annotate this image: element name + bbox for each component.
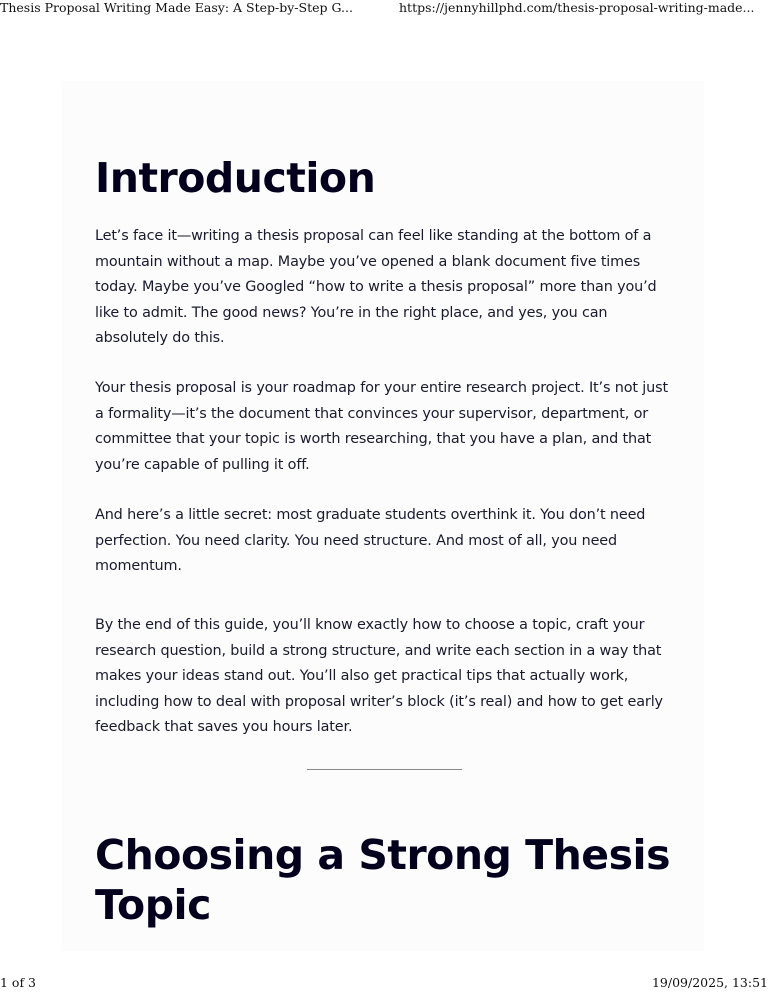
print-page-url: https://jennyhillphd.com/thesis-proposal-writing-made... (399, 0, 755, 15)
page-indicator: 1 of 3 (0, 975, 37, 990)
section-heading-introduction: Introduction (95, 154, 376, 202)
intro-paragraph-1: Let’s face it—writing a thesis proposal can feel like standing at the bottom of a mountain without a map. Maybe you’ve opened a blank document five times today. Maybe you’ve Googled “how to write a thesis proposal” more than you’d like to admit. The good news? You’re in the right place, and yes, you can absolutely do this. (95, 228, 657, 346)
intro-paragraph-3: And here’s a little secret: most graduate students overthink it. You don’t need perfection. You need clarity. You need structure. And most of all, you need momentum. (95, 507, 646, 574)
print-datetime: 19/09/2025, 13:51 (651, 975, 768, 990)
print-page-title: Thesis Proposal Writing Made Easy: A Step-by-Step G... (0, 0, 353, 15)
section-divider (307, 769, 462, 770)
print-footer (0, 975, 768, 994)
print-header (0, 0, 768, 20)
intro-paragraph-4: By the end of this guide, you’ll know exactly how to choose a topic, craft your research question, build a strong structure, and write each section in a way that makes your ideas stand out. You’ll also get practical tips that actually work, including how to deal with proposal writer’s block (it’s real) and how to get early feedback that saves you hours later. (95, 617, 663, 735)
intro-paragraph-2: Your thesis proposal is your roadmap for your entire research project. It’s not just a formality—it’s the document that convinces your supervisor, department, or committee that your topic is worth researching, that you have a plan, and that you’re capable of pulling it off. (95, 380, 668, 473)
section-heading-choosing-topic: Choosing a Strong Thesis Topic (95, 831, 670, 929)
